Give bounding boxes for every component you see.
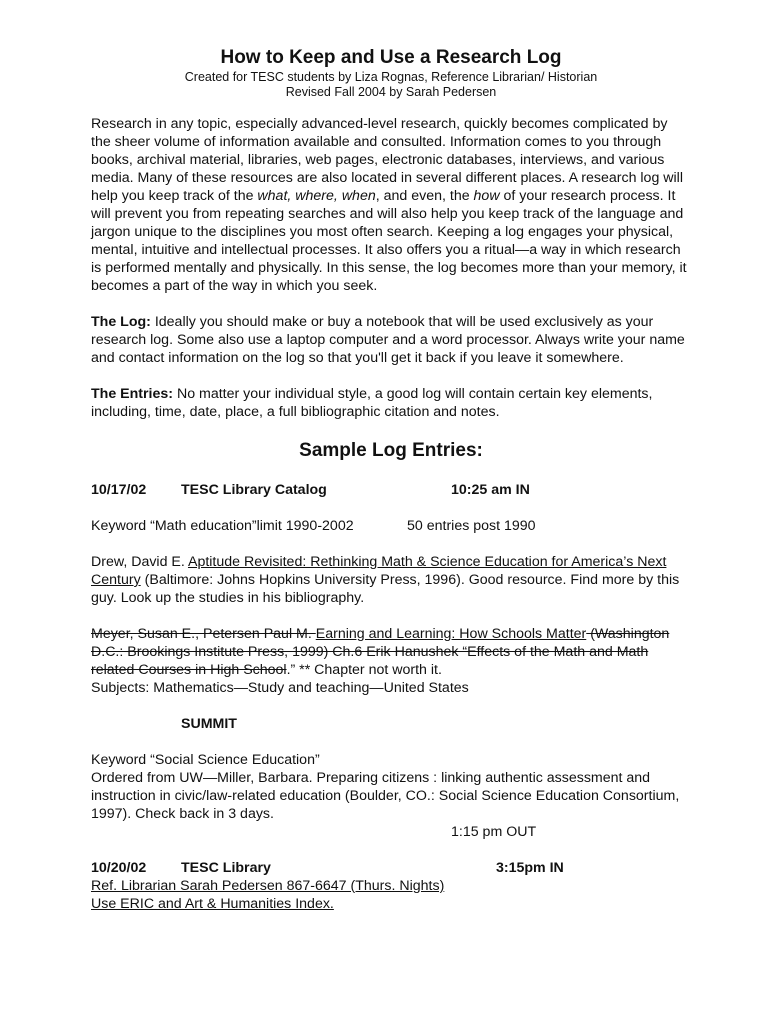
document-title: How to Keep and Use a Research Log: [220, 47, 562, 68]
entry2-header: [91, 859, 691, 877]
drew-rest: (Baltimore: Johns Hopkins University Press, 1996). Good resource. Find more by this guy. Look up the studies in his bibliography.: [91, 572, 680, 606]
summit-label: SUMMIT: [181, 716, 237, 732]
credit-line: Created for TESC students by Liza Rognas, Reference Librarian/ Historian: [184, 70, 598, 84]
intro-text-2: , and even, the: [375, 188, 474, 204]
drew-author: Drew, David E.: [91, 554, 188, 570]
entry1-header: [91, 481, 691, 499]
entries-label: The Entries:: [91, 386, 173, 402]
ordered-line: Ordered from UW—Miller, Barbara. Preparing citizens : linking authentic assessment and instruction in civic/law-related education (Boulder, CO.: Social Science Education Consortium, 1997). Check back in 3 days.: [91, 770, 680, 822]
entry2-place: TESC Library: [181, 860, 271, 876]
meyer-note: .” ** Chapter not worth it.: [286, 662, 442, 678]
intro-text-1: Research in any topic, especially advanced-level research, quickly becomes complicated by the sheer volume of information available and consulted. Information comes to you through books, archival material, libraries, web pages, electronic databases, interviews, and various media. Many of these resources are also located in several different places. A research log will help you keep track of the: [91, 116, 683, 204]
log-paragraph: [91, 313, 691, 367]
entry2-date: 10/20/02: [91, 860, 147, 876]
keyword2-line: Keyword “Social Science Education”: [91, 752, 320, 768]
entry1-keyword-row: [91, 517, 691, 535]
meyer-rest: (Washington D.C.: Brookings Institute Press, 1999) Ch.6 Erik Hanushek “Effects of the Math and Math related Courses in High School: [91, 626, 670, 678]
entry1-keyword: Keyword “Math education”limit 1990-2002: [91, 518, 354, 534]
intro-when: when: [341, 188, 376, 204]
drew-citation: [91, 553, 691, 607]
meyer-author: Meyer, Susan E., Petersen Paul M.: [91, 626, 316, 642]
meyer-citation: [91, 625, 691, 679]
entry1-place: TESC Library Catalog: [181, 482, 327, 498]
intro-text-3: of your research process. It will prevent you from repeating searches and will also help you keep track of the language and jargon unique to the disciplines you most often search. Keeping a log engages your physical, mental, intuitive and intellectual processes. It also offers you a ritual—a way in which research is performed mentally and physically. In this sense, the log becomes more than your memory, it becomes a part of the way in which you seek.: [91, 188, 687, 294]
entry1-time: 10:25 am IN: [451, 482, 530, 498]
log-text: Ideally you should make or buy a notebook that will be used exclusively as your research log. Some also use a laptop computer and a word processor. Always write your name and contact information on the log so that you'll get it back if you leave it somewhere.: [91, 314, 685, 366]
entry2-time: 3:15pm IN: [496, 860, 564, 876]
entry1-keyword-result: 50 entries post 1990: [407, 518, 536, 534]
use-index-line: Use ERIC and Art & Humanities Index.: [91, 896, 334, 912]
log-label: The Log:: [91, 314, 151, 330]
intro-paragraph: [91, 115, 691, 295]
intro-what: what, where,: [257, 188, 338, 204]
entries-text: No matter your individual style, a good log will contain certain key elements, including, time, date, place, a full bibliographic citation and notes.: [91, 386, 653, 420]
ref-librarian-line: Ref. Librarian Sarah Pedersen 867-6647 (Thurs. Nights): [91, 878, 445, 894]
out-time: 1:15 pm OUT: [451, 824, 537, 840]
subjects-line: Subjects: Mathematics—Study and teaching—United States: [91, 680, 469, 696]
entries-paragraph: [91, 385, 691, 421]
intro-how: how: [473, 188, 500, 204]
entry1-date: 10/17/02: [91, 482, 147, 498]
meyer-title: Earning and Learning: How Schools Matter: [315, 626, 587, 642]
document-page: [91, 46, 691, 913]
drew-title: Aptitude Revisited: Rethinking Math & Science Education for America’s Next Century: [91, 554, 667, 588]
sample-heading: Sample Log Entries:: [299, 440, 483, 461]
revision-line: Revised Fall 2004 by Sarah Pedersen: [285, 85, 497, 99]
